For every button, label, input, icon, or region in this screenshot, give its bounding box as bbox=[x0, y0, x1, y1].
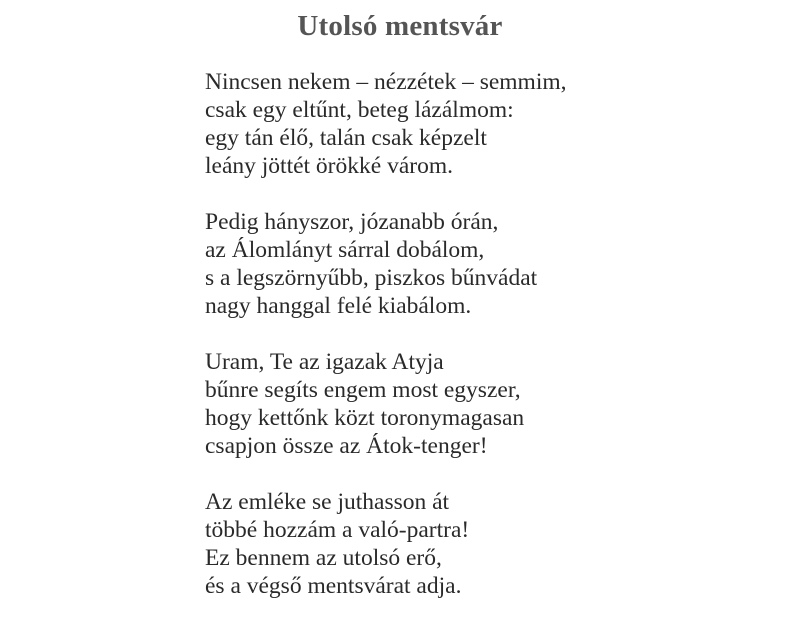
poem-line: hogy kettőnk közt toronymagasan bbox=[205, 405, 525, 431]
poem-line: egy tán élő, talán csak képzelt bbox=[205, 125, 487, 151]
stanza-1 bbox=[205, 68, 765, 180]
poem-line: s a legszörnyűbb, piszkos bűnvádat bbox=[205, 265, 538, 291]
stanza-4 bbox=[205, 488, 765, 600]
poem-line: Ez bennem az utolsó erő, bbox=[205, 545, 442, 571]
stanza-2 bbox=[205, 208, 765, 320]
stanza-3 bbox=[205, 348, 765, 460]
poem-line: többé hozzám a való-partra! bbox=[205, 517, 470, 543]
poem-line: leány jöttét örökké várom. bbox=[205, 153, 453, 179]
poem-line: csak egy eltűnt, beteg lázálmom: bbox=[205, 97, 514, 123]
poem-title: Utolsó mentsvár bbox=[297, 10, 503, 42]
poem-line: Pedig hányszor, józanabb órán, bbox=[205, 209, 499, 235]
poem-line: nagy hanggal felé kiabálom. bbox=[205, 293, 472, 319]
poem-line: bűnre segíts engem most egyszer, bbox=[205, 377, 521, 403]
poem-line: Nincsen nekem – nézzétek – semmim, bbox=[205, 69, 567, 95]
poem-line: Az emléke se juthasson át bbox=[205, 489, 450, 515]
poem-line: az Álomlányt sárral dobálom, bbox=[205, 237, 485, 263]
poem-body bbox=[205, 68, 765, 628]
poem-line: csapjon össze az Átok-tenger! bbox=[205, 433, 488, 459]
poem-line: Uram, Te az igazak Atyja bbox=[205, 349, 444, 375]
poem-line: és a végső mentsvárat adja. bbox=[205, 573, 462, 599]
